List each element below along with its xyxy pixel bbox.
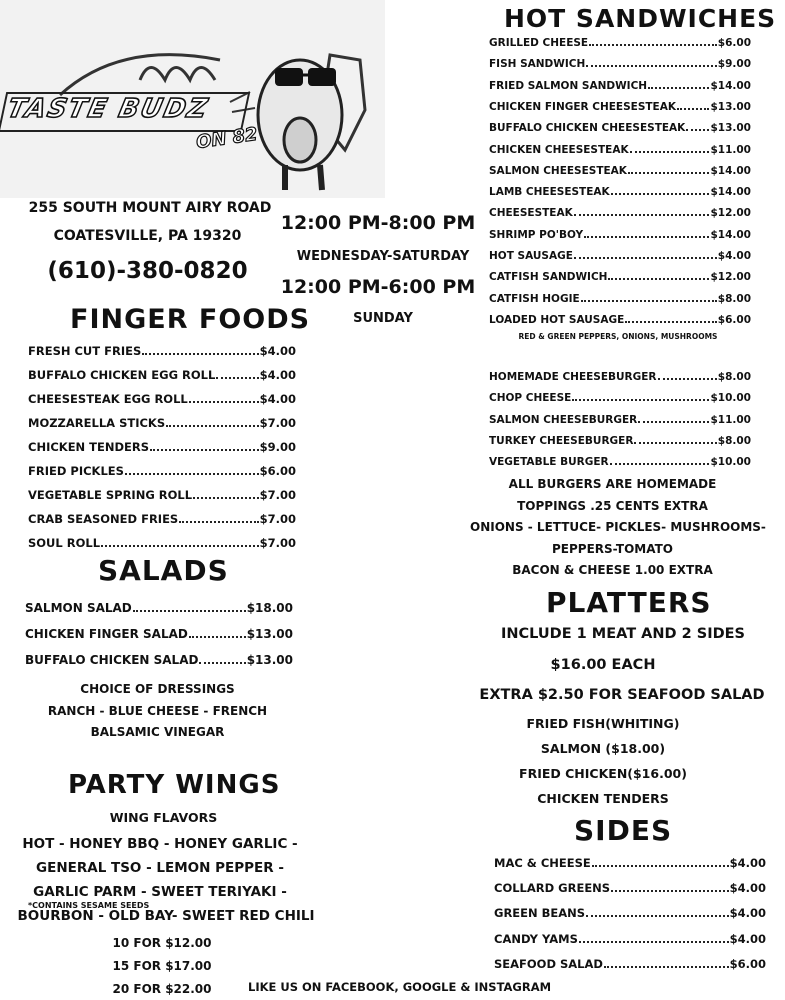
menu-item bbox=[28, 536, 296, 550]
menu-item-price: $4.00 bbox=[259, 392, 296, 406]
menu-item-price: $6.00 bbox=[259, 464, 296, 478]
menu-item-name: MAC & CHEESE bbox=[494, 856, 591, 870]
platters-option-tenders: CHICKEN TENDERS bbox=[537, 791, 669, 806]
menu-item-name: LOADED HOT SAUSAGE bbox=[489, 313, 625, 326]
wing-price-20: 20 FOR $22.00 bbox=[112, 982, 212, 996]
menu-item-name: CHICKEN TENDERS bbox=[28, 440, 150, 454]
dressing-line-2: BALSAMIC VINEGAR bbox=[90, 725, 225, 739]
menu-item-price: $8.00 bbox=[717, 292, 751, 305]
phone-number[interactable]: (610)-380-0820 bbox=[47, 258, 248, 284]
menu-item-price: $11.00 bbox=[710, 143, 751, 156]
menu-item bbox=[489, 371, 751, 383]
menu-item-name: CATFISH SANDWICH bbox=[489, 271, 608, 284]
dot-leader bbox=[630, 151, 710, 153]
menu-item bbox=[489, 186, 751, 198]
finger-foods-title: FINGER FOODS bbox=[70, 304, 311, 335]
menu-item bbox=[25, 601, 293, 615]
menu-item-price: $4.00 bbox=[729, 931, 766, 946]
menu-item-name: CHICKEN FINGER CHEESESTEAK bbox=[489, 100, 676, 113]
menu-item-name: SALMON CHEESEBURGER bbox=[489, 413, 638, 426]
menu-item-price: $14.00 bbox=[710, 79, 751, 92]
dot-leader bbox=[648, 87, 709, 89]
wing-flavors-line-4: BOURBON - OLD BAY- SWEET RED CHILI bbox=[17, 908, 315, 924]
dot-leader bbox=[677, 108, 709, 110]
dot-leader bbox=[574, 257, 717, 259]
menu-item-price: $10.00 bbox=[710, 456, 751, 469]
menu-item-price: $8.00 bbox=[717, 371, 751, 383]
platters-option-fish: FRIED FISH(WHITING) bbox=[526, 716, 680, 731]
menu-item-price: $4.00 bbox=[717, 250, 751, 262]
menu-item-name: CHICKEN CHEESESTEAK bbox=[489, 143, 629, 156]
menu-item bbox=[28, 440, 296, 454]
menu-item bbox=[489, 122, 751, 134]
menu-item-name: GREEN BEANS bbox=[494, 906, 586, 921]
menu-item-price: $8.00 bbox=[717, 434, 751, 447]
dot-leader bbox=[579, 941, 729, 943]
menu-item bbox=[489, 314, 751, 326]
dot-leader bbox=[133, 610, 246, 612]
menu-item-price: $13.00 bbox=[710, 122, 751, 135]
menu-item-name: FISH SANDWICH bbox=[489, 58, 586, 71]
menu-item bbox=[28, 344, 296, 358]
party-wings-title: PARTY WINGS bbox=[68, 770, 281, 800]
dot-leader bbox=[584, 236, 709, 238]
platters-line-3: EXTRA $2.50 FOR SEAFOOD SALAD bbox=[479, 687, 765, 703]
menu-item-price: $4.00 bbox=[729, 881, 766, 896]
wing-price-10: 10 FOR $12.00 bbox=[112, 936, 212, 950]
dot-leader bbox=[125, 473, 259, 475]
hours-weekday-time: 12:00 PM-8:00 PM bbox=[280, 212, 476, 234]
menu-item-price: $6.00 bbox=[717, 37, 751, 49]
dot-leader bbox=[589, 44, 717, 46]
menu-item bbox=[494, 881, 766, 895]
menu-item-price: $14.00 bbox=[710, 164, 751, 177]
menu-item-name: MOZZARELLA STICKS bbox=[28, 416, 166, 430]
menu-item-name: SOUL ROLL bbox=[28, 536, 101, 550]
menu-item-name: SEAFOOD SALAD bbox=[494, 956, 603, 971]
sesame-note: *CONTAINS SESAME SEEDS bbox=[28, 901, 150, 910]
wing-flavors-line-3: GARLIC PARM - SWEET TERIYAKI - bbox=[33, 884, 287, 900]
menu-item-name: LAMB CHEESESTEAK bbox=[489, 186, 610, 199]
menu-item bbox=[28, 416, 296, 430]
wing-flavors-line-1: HOT - HONEY BBQ - HONEY GARLIC - bbox=[22, 836, 298, 852]
dot-leader bbox=[189, 401, 259, 403]
burger-note-topping-list: ONIONS - LETTUCE- PICKLES- MUSHROOMS- bbox=[470, 520, 766, 534]
menu-item-price: $7.00 bbox=[259, 512, 296, 526]
dot-leader bbox=[193, 497, 259, 499]
menu-item bbox=[489, 229, 751, 241]
menu-item bbox=[494, 856, 766, 870]
menu-item-name: CHEESESTEAK EGG ROLL bbox=[28, 392, 188, 406]
dot-leader bbox=[638, 421, 709, 423]
menu-item-name: COLLARD GREENS bbox=[494, 881, 611, 896]
menu-item-price: $4.00 bbox=[259, 344, 296, 358]
menu-item bbox=[489, 293, 751, 305]
menu-item bbox=[489, 456, 751, 468]
menu-item bbox=[28, 392, 296, 406]
menu-item bbox=[494, 932, 766, 946]
menu-item-name: CHEESESTEAK bbox=[489, 207, 573, 220]
menu-item bbox=[489, 144, 751, 156]
menu-item bbox=[25, 653, 293, 667]
menu-item-price: $14.00 bbox=[710, 186, 751, 199]
hours-weekday-days: WEDNESDAY-SATURDAY bbox=[296, 249, 470, 264]
platters-line-2: $16.00 EACH bbox=[550, 657, 656, 673]
dot-leader bbox=[625, 321, 717, 323]
loaded-sausage-note: RED & GREEN PEPPERS, ONIONS, MUSHROOMS bbox=[518, 332, 718, 341]
dot-leader bbox=[199, 662, 245, 664]
menu-item bbox=[28, 368, 296, 382]
hours-sunday-label: SUNDAY bbox=[353, 311, 413, 326]
logo-title: TASTE BUDZ bbox=[4, 94, 212, 124]
dot-leader bbox=[142, 353, 258, 355]
menu-item-price: $4.00 bbox=[729, 856, 766, 870]
dot-leader bbox=[572, 399, 709, 401]
menu-item-price: $14.00 bbox=[710, 228, 751, 241]
dot-leader bbox=[586, 915, 729, 917]
menu-item-price: $13.00 bbox=[710, 100, 751, 113]
wing-flavors-title: WING FLAVORS bbox=[109, 810, 218, 825]
platters-title: PLATTERS bbox=[546, 586, 712, 619]
menu-item-price: $12.00 bbox=[710, 271, 751, 284]
burger-note-bacon: BACON & CHEESE 1.00 EXTRA bbox=[512, 563, 713, 577]
menu-item bbox=[489, 414, 751, 426]
menu-item bbox=[28, 488, 296, 502]
dot-leader bbox=[189, 636, 246, 638]
menu-item-name: BUFFALO CHICKEN EGG ROLL bbox=[28, 368, 216, 382]
dot-leader bbox=[581, 300, 717, 302]
menu-item bbox=[489, 101, 751, 113]
burger-note-topping-list-2: PEPPERS-TOMATO bbox=[552, 542, 673, 556]
menu-item-name: TURKEY CHEESEBURGER bbox=[489, 434, 634, 447]
platters-line-1: INCLUDE 1 MEAT AND 2 SIDES bbox=[501, 626, 745, 642]
dot-leader bbox=[101, 545, 259, 547]
menu-item bbox=[489, 207, 751, 219]
address-city: COATESVILLE, PA 19320 bbox=[53, 228, 242, 244]
burger-note-toppings: TOPPINGS .25 CENTS EXTRA bbox=[517, 499, 708, 513]
dot-leader bbox=[574, 214, 710, 216]
dot-leader bbox=[611, 890, 729, 892]
menu-item-name: FRESH CUT FRIES bbox=[28, 344, 142, 358]
menu-item bbox=[489, 80, 751, 92]
menu-item-price: $10.00 bbox=[710, 392, 751, 405]
dot-leader bbox=[634, 442, 716, 444]
dot-leader bbox=[592, 865, 729, 867]
dot-leader bbox=[216, 377, 258, 379]
menu-item bbox=[489, 37, 751, 49]
dot-leader bbox=[686, 129, 709, 131]
menu-item-price: $7.00 bbox=[259, 488, 296, 502]
platters-option-chicken: FRIED CHICKEN($16.00) bbox=[519, 766, 687, 781]
dressing-title: CHOICE OF DRESSINGS bbox=[80, 682, 235, 696]
menu-item bbox=[489, 165, 751, 177]
dot-leader bbox=[658, 378, 717, 380]
dot-leader bbox=[608, 278, 709, 280]
menu-item-price: $9.00 bbox=[717, 58, 751, 71]
menu-item-name: HOMEMADE CHEESEBURGER bbox=[489, 371, 657, 383]
menu-item-price: $6.00 bbox=[729, 956, 766, 971]
menu-item-price: $13.00 bbox=[246, 627, 293, 641]
wing-price-15: 15 FOR $17.00 bbox=[112, 959, 212, 973]
menu-item bbox=[489, 392, 751, 404]
menu-item bbox=[28, 464, 296, 478]
menu-item-name: CHOP CHEESE bbox=[489, 392, 572, 405]
wing-flavors-line-2: GENERAL TSO - LEMON PEPPER - bbox=[36, 860, 284, 876]
menu-item bbox=[489, 58, 751, 70]
dot-leader bbox=[179, 521, 258, 523]
social-footer: LIKE US ON FACEBOOK, GOOGLE & INSTAGRAM bbox=[248, 980, 552, 994]
menu-item-name: SALMON SALAD bbox=[25, 601, 132, 615]
menu-item-name: GRILLED CHEESE bbox=[489, 37, 589, 49]
sides-title: SIDES bbox=[574, 814, 673, 847]
menu-item-name: VEGETABLE SPRING ROLL bbox=[28, 488, 193, 502]
menu-item-name: CHICKEN FINGER SALAD bbox=[25, 627, 188, 641]
menu-item bbox=[28, 512, 296, 526]
menu-item-price: $9.00 bbox=[259, 440, 296, 454]
dot-leader bbox=[610, 463, 710, 465]
menu-item bbox=[489, 271, 751, 283]
address-street: 255 SOUTH MOUNT AIRY ROAD bbox=[28, 200, 272, 216]
menu-item-name: HOT SAUSAGE bbox=[489, 250, 573, 262]
menu-item-name: FRIED SALMON SANDWICH bbox=[489, 79, 648, 92]
menu-item-name: BUFFALO CHICKEN CHEESESTEAK bbox=[489, 122, 686, 135]
dot-leader bbox=[628, 172, 710, 174]
hours-sunday-time: 12:00 PM-6:00 PM bbox=[280, 276, 476, 298]
menu-item-name: SHRIMP PO'BOY bbox=[489, 228, 584, 241]
menu-item-name: VEGETABLE BURGER bbox=[489, 456, 609, 469]
platters-option-salmon: SALMON ($18.00) bbox=[540, 741, 666, 756]
menu-item-name: CRAB SEASONED FRIES bbox=[28, 512, 179, 526]
burger-note-homemade: ALL BURGERS ARE HOMEMADE bbox=[508, 477, 717, 491]
dot-leader bbox=[150, 449, 259, 451]
dressing-line-1: RANCH - BLUE CHEESE - FRENCH bbox=[47, 704, 268, 718]
menu-item-price: $12.00 bbox=[710, 207, 751, 220]
menu-item-name: CATFISH HOGIE bbox=[489, 292, 580, 305]
menu-item-name: CANDY YAMS bbox=[494, 931, 578, 946]
salads-title: SALADS bbox=[98, 554, 229, 587]
menu-item-price: $7.00 bbox=[259, 536, 296, 550]
dot-leader bbox=[604, 966, 729, 968]
dot-leader bbox=[166, 425, 259, 427]
menu-item-name: BUFFALO CHICKEN SALAD bbox=[25, 653, 199, 667]
menu-item-name: FRIED PICKLES bbox=[28, 464, 124, 478]
dot-leader bbox=[611, 193, 710, 195]
menu-item-name: SALMON CHEESESTEAK bbox=[489, 164, 627, 177]
logo bbox=[0, 0, 385, 198]
menu-item bbox=[489, 435, 751, 447]
menu-item bbox=[25, 627, 293, 641]
menu-item bbox=[494, 906, 766, 920]
hot-sandwiches-title: HOT SANDWICHES bbox=[504, 4, 777, 33]
menu-item bbox=[494, 957, 766, 971]
menu-item-price: $13.00 bbox=[246, 653, 293, 667]
menu-item-price: $7.00 bbox=[259, 416, 296, 430]
menu-item-price: $4.00 bbox=[729, 906, 766, 921]
menu-item-price: $18.00 bbox=[246, 601, 293, 615]
logo-subtitle: ON 82 bbox=[194, 123, 259, 154]
menu-item-price: $4.00 bbox=[259, 368, 296, 382]
menu-item-price: $6.00 bbox=[717, 313, 751, 326]
dot-leader bbox=[586, 65, 717, 67]
menu-item bbox=[489, 250, 751, 262]
menu-item-price: $11.00 bbox=[710, 413, 751, 426]
